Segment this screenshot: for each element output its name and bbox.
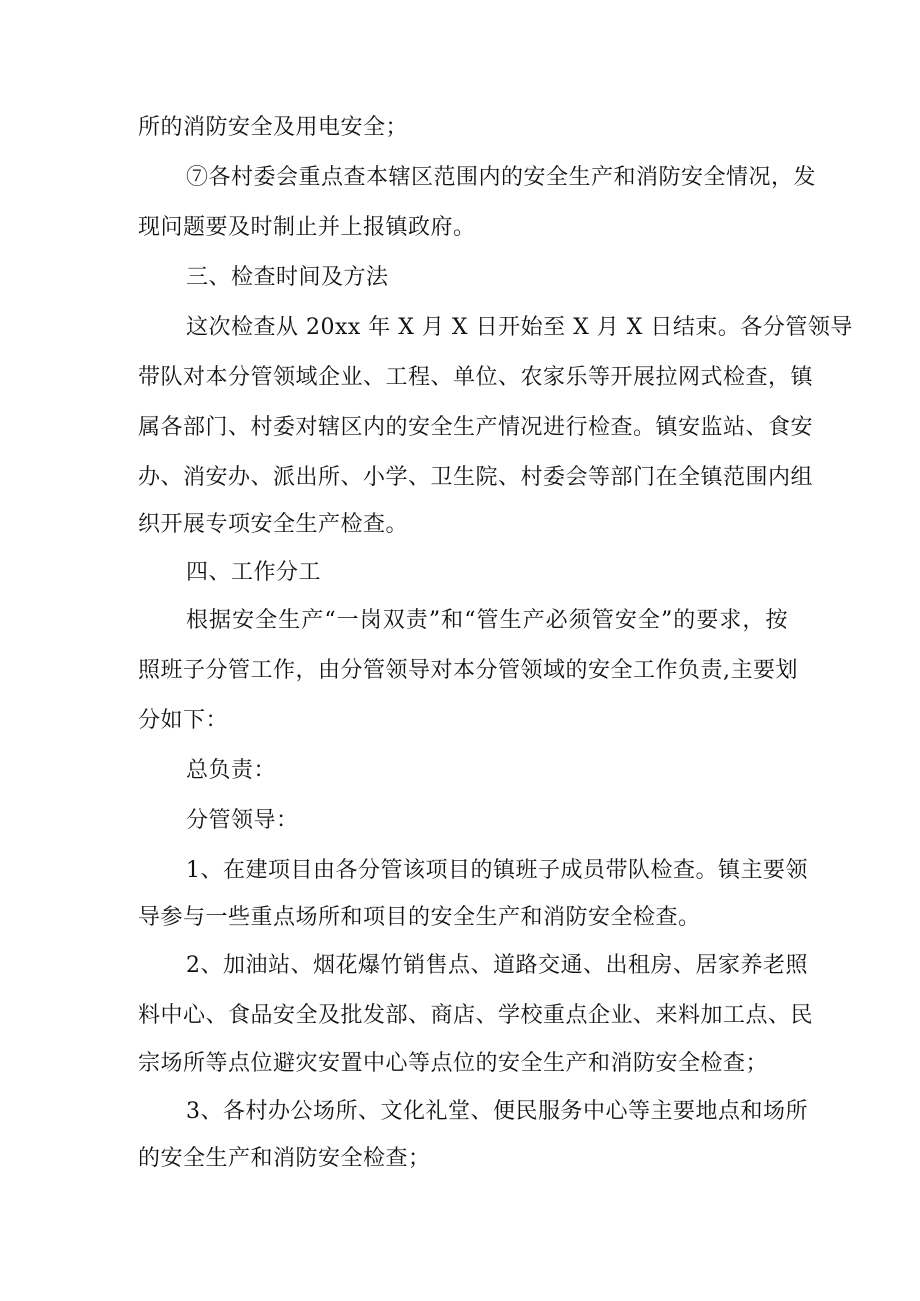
text-line: 总负责： xyxy=(186,758,277,783)
text-line: 导参与一些重点场所和项目的安全生产和消防安全检查。 xyxy=(138,905,701,930)
section-heading: 三、检查时间及方法 xyxy=(186,265,389,290)
text-line: 属各部门、村委对辖区内的安全生产情况进行检查。镇安监站、食安 xyxy=(138,415,814,440)
text-line: 照班子分管工作，由分管领导对本分管领域的安全工作负责,主要划 xyxy=(138,658,798,683)
text-line: 料中心、食品安全及批发部、商店、学校重点企业、来料加工点、民 xyxy=(138,1003,814,1028)
text-line: 分如下： xyxy=(138,708,229,733)
text-line: 现问题要及时制止并上报镇政府。 xyxy=(138,215,476,240)
text-line: 的安全生产和消防安全检查； xyxy=(138,1146,431,1171)
text-line: 宗场所等点位避灾安置中心等点位的安全生产和消防安全检查； xyxy=(138,1051,769,1076)
section-heading: 四、工作分工 xyxy=(186,560,322,585)
text-line: 根据安全生产“一岗双责”和“管生产必须管安全”的要求，按 xyxy=(186,608,788,633)
text-line: 分管领导： xyxy=(186,808,299,833)
text-line: 这次检查从 20xx 年 X 月 X 日开始至 X 月 X 日结束。各分管领导 xyxy=(186,315,853,340)
text-line: 带队对本分管领域企业、工程、单位、农家乐等开展拉网式检查，镇 xyxy=(138,365,814,390)
text-line: 1、在建项目由各分管该项目的镇班子成员带队检查。镇主要领 xyxy=(186,858,808,883)
text-line: 所的消防安全及用电安全； xyxy=(138,115,409,140)
text-line: ⑦各村委会重点查本辖区范围内的安全生产和消防安全情况，发 xyxy=(186,165,817,190)
text-line: 织开展专项安全生产检查。 xyxy=(138,512,409,537)
text-line: 2、加油站、烟花爆竹销售点、道路交通、出租房、居家养老照 xyxy=(186,953,808,978)
text-line: 3、各村办公场所、文化礼堂、便民服务中心等主要地点和场所 xyxy=(186,1099,808,1124)
text-line: 办、消安办、派出所、小学、卫生院、村委会等部门在全镇范围内组 xyxy=(138,465,814,490)
